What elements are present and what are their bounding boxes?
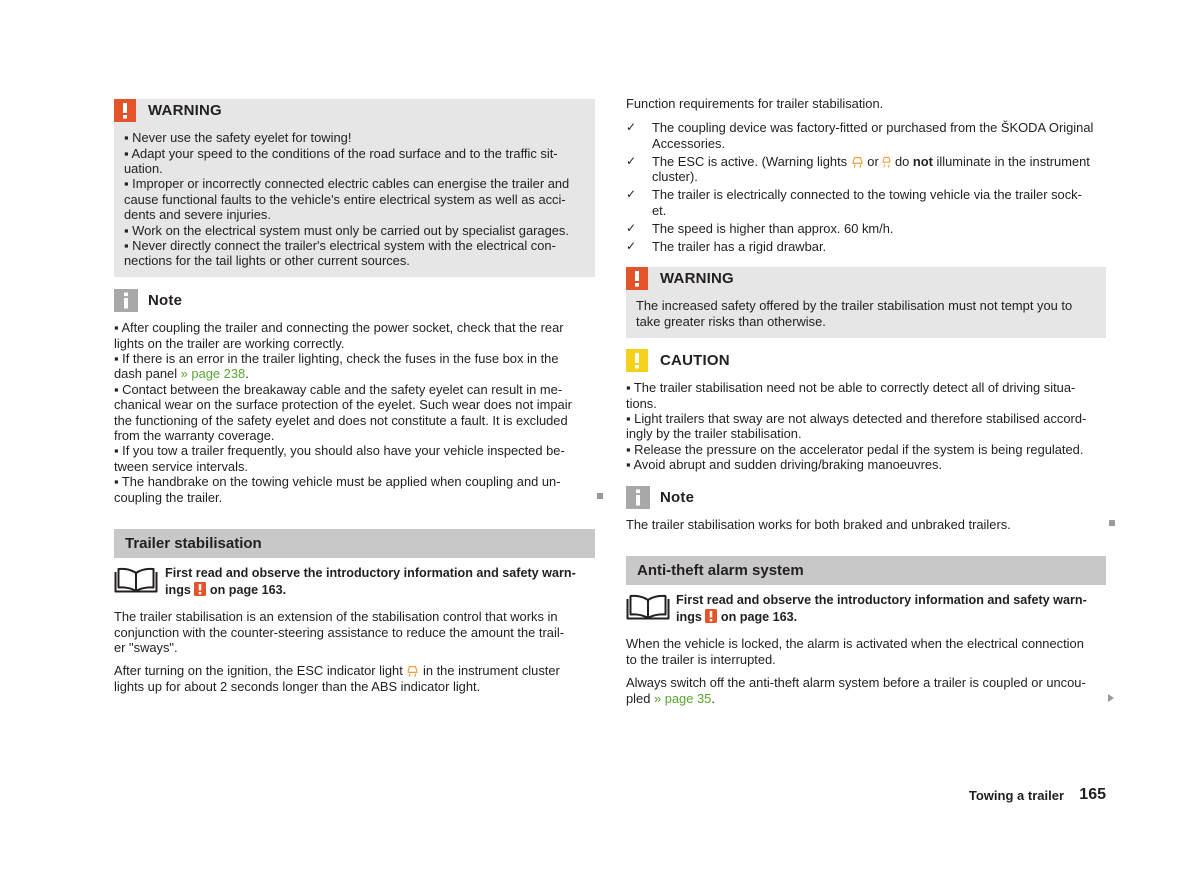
warning-exclamation-icon	[114, 99, 136, 122]
paragraph	[626, 675, 1086, 706]
warning-text-line: ▪ Improper or incorrectly connected electric cables can energise the trailer and	[124, 176, 570, 192]
warning-text-line: ▪ Adapt your speed to the conditions of the road surface and to the traffic sit-	[124, 145, 558, 161]
section-header	[114, 529, 595, 558]
paragraph-line-text: After turning on the ignition, the ESC indicator light	[114, 663, 403, 679]
esc-indicator-icon	[406, 664, 419, 677]
warning-box	[114, 99, 595, 277]
check-mark: ✓	[626, 120, 637, 135]
paragraph-line: The trailer stabilisation is an extension of the stabilisation control that works in	[114, 609, 558, 625]
requirement-line-text: or	[867, 153, 879, 169]
caution-text-line: ▪ The trailer stabilisation need not be able to correctly detect all of driving situa-	[626, 380, 1076, 396]
emphasis-not: not	[912, 153, 933, 169]
caution-text-line: tions.	[626, 395, 657, 411]
intro-line: First read and observe the introductory information and safety warn-	[165, 566, 576, 581]
warning-text-line: nections for the tail lights or other current sources.	[124, 253, 410, 269]
paragraph-line: Always switch off the anti-theft alarm system before a trailer is coupled or uncou-	[626, 675, 1086, 691]
book-icon	[626, 593, 670, 620]
warning-exclamation-icon	[705, 609, 717, 623]
paragraph-line: When the vehicle is locked, the alarm is activated when the electrical connection	[626, 636, 1084, 652]
requirement-item	[626, 120, 1106, 151]
warning-exclamation-icon	[194, 582, 206, 596]
caution-title: CAUTION	[660, 352, 730, 369]
warning-text-line: take greater risks than otherwise.	[636, 313, 826, 329]
paragraph-line	[114, 663, 560, 678]
end-of-section-square-icon	[597, 493, 603, 499]
note-title: Note	[148, 292, 183, 309]
warning-title: WARNING	[660, 270, 734, 287]
paragraph-line	[626, 691, 1086, 706]
paragraph-line: er "sways".	[114, 640, 178, 656]
requirement-line-text: illuminate in the instrument	[936, 153, 1090, 169]
warning-text-line: dents and severe injuries.	[124, 207, 271, 223]
note-text	[626, 517, 1011, 532]
caution-exclamation-icon	[626, 349, 648, 372]
requirement-line: et.	[652, 202, 667, 218]
warning-box	[626, 267, 1106, 338]
note-text-line: chanical wear on the surface protection of the eyelet. Such wear does not impair	[114, 397, 572, 413]
requirement-item	[626, 239, 1106, 254]
requirement-item	[626, 187, 1106, 218]
warning-exclamation-icon	[626, 267, 648, 290]
caution-text-line: ▪ Release the pressure on the accelerator pedal if the system is being regulated.	[626, 441, 1084, 457]
check-mark: ✓	[626, 153, 637, 168]
end-of-section-square-icon	[1109, 520, 1115, 526]
note-text-line	[114, 366, 572, 381]
requirement-line: The coupling device was factory-fitted or purchased from the ŠKODA Original	[652, 120, 1094, 136]
requirements-checklist	[626, 120, 1106, 254]
warning-text-line: ▪ Work on the electrical system must only be carried out by specialist garages.	[124, 222, 569, 238]
note-line-text: dash panel	[114, 366, 178, 382]
paragraph-line-text: pled	[626, 690, 651, 706]
page-number: 165	[1079, 786, 1106, 803]
line-period: .	[245, 366, 249, 382]
running-title: Towing a trailer	[968, 788, 1064, 803]
note-text-line: ▪ Contact between the breakaway cable and the safety eyelet can result in me-	[114, 381, 563, 397]
note-text-line: lights on the trailer are working correctly.	[114, 335, 345, 351]
check-mark: ✓	[626, 221, 637, 236]
note-text	[114, 320, 572, 505]
line-period: .	[711, 690, 715, 706]
caution-text-line: ingly by the trailer stabilisation.	[626, 426, 802, 442]
requirement-line: The speed is higher than approx. 60 km/h.	[652, 221, 894, 237]
intro-line	[676, 609, 1087, 624]
paragraph	[626, 636, 1084, 667]
intro-text	[165, 566, 576, 597]
paragraph-line: to the trailer is interrupted.	[626, 651, 776, 667]
requirement-line: The trailer has a rigid drawbar.	[652, 239, 827, 255]
check-mark: ✓	[626, 187, 637, 202]
info-icon	[114, 289, 138, 312]
check-mark: ✓	[626, 239, 637, 254]
warning-title: WARNING	[148, 102, 222, 119]
esc-indicator-icon	[851, 155, 864, 168]
warning-text-line: uation.	[124, 161, 163, 177]
note-text-line: tween service intervals.	[114, 458, 248, 474]
note-title: Note	[660, 489, 695, 506]
warning-text	[124, 130, 569, 269]
note-text-line: ▪ If you tow a trailer frequently, you should also have your vehicle inspected be-	[114, 443, 565, 459]
paragraph	[114, 663, 560, 694]
requirements-heading: Function requirements for trailer stabilisation.	[626, 96, 884, 112]
info-icon	[626, 486, 650, 509]
paragraph-line: conjunction with the counter-steering assistance to reduce the amount the trail-	[114, 624, 564, 640]
note-text-line: ▪ After coupling the trailer and connecting the power socket, check that the rear	[114, 320, 564, 336]
page-238-link[interactable]: » page 238	[180, 366, 246, 382]
note-text-line: coupling the trailer.	[114, 489, 223, 505]
requirement-line	[652, 154, 1106, 169]
warning-text-line: The increased safety offered by the trailer stabilisation must not tempt you to	[636, 298, 1073, 314]
requirement-line: Accessories.	[652, 135, 726, 151]
section-heading: Trailer stabilisation	[125, 535, 262, 552]
caution-text-line: ▪ Avoid abrupt and sudden driving/braking manoeuvres.	[626, 457, 943, 473]
requirement-line: cluster).	[652, 169, 698, 185]
intro-line: First read and observe the introductory information and safety warn-	[676, 593, 1087, 608]
requirement-item	[626, 221, 1106, 236]
continued-arrow-icon	[1108, 694, 1114, 702]
warning-text-line: ▪ Never directly connect the trailer's electrical system with the electrical con-	[124, 238, 556, 254]
paragraph	[114, 609, 564, 655]
paragraph-line-text: in the instrument cluster	[422, 663, 560, 679]
warning-text	[636, 298, 1072, 329]
caution-text	[626, 380, 1086, 472]
intro-page-reference: on page 163.	[209, 582, 287, 597]
note-text-line: the functioning of the safety eyelet and does not constitute a fault. It is excluded	[114, 412, 568, 428]
note-text-line: from the warranty coverage.	[114, 428, 275, 444]
esc-off-indicator-icon	[882, 155, 891, 168]
intro-line-text: ings	[165, 582, 191, 597]
note-text-line: The trailer stabilisation works for both braked and unbraked trailers.	[626, 517, 1011, 533]
intro-page-reference: on page 163.	[720, 609, 798, 624]
warning-text-line: cause functional faults to the vehicle's entire electrical system as well as acci-	[124, 191, 566, 207]
section-header	[626, 556, 1106, 585]
note-text-line: ▪ If there is an error in the trailer lighting, check the fuses in the fuse box in the	[114, 351, 559, 367]
requirement-line-text: do	[894, 153, 910, 169]
intro-text	[676, 593, 1087, 624]
requirement-line: The trailer is electrically connected to the towing vehicle via the trailer sock-	[652, 187, 1082, 203]
requirement-item	[626, 154, 1106, 185]
section-heading: Anti-theft alarm system	[637, 562, 804, 579]
caution-text-line: ▪ Light trailers that sway are not always detected and therefore stabilised accord-	[626, 411, 1087, 427]
page-35-link[interactable]: » page 35	[653, 690, 712, 706]
intro-line	[165, 582, 576, 597]
book-icon	[114, 566, 158, 593]
intro-line-text: ings	[676, 609, 702, 624]
warning-text-line: ▪ Never use the safety eyelet for towing!	[124, 130, 352, 146]
paragraph-line: lights up for about 2 seconds longer than the ABS indicator light.	[114, 678, 481, 694]
requirement-line-text: The ESC is active. (Warning lights	[652, 153, 848, 169]
note-text-line: ▪ The handbrake on the towing vehicle must be applied when coupling and un-	[114, 474, 561, 490]
